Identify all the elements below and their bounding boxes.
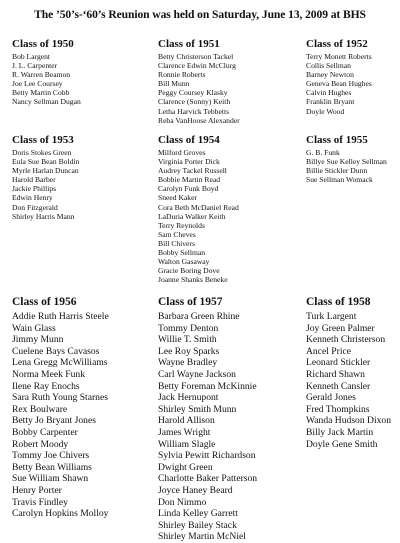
class-heading: Class of 1952 [306, 38, 368, 50]
class-heading: Class of 1956 [12, 296, 77, 308]
class-member-name: Rex Boulware [12, 403, 68, 415]
class-member-name: Walton Gasaway [158, 257, 210, 267]
class-member-name: Linda Kelley Garrett [158, 508, 238, 520]
class-member-name: Turk Largent [306, 311, 357, 322]
class-member-name: Travis Findley [12, 496, 68, 508]
class-member-name: Gracie Boring Dove [158, 266, 220, 276]
class-member-name: Wayne Bradley [158, 357, 218, 369]
class-member-name: Kenneth Christerson [306, 334, 386, 346]
class-member-name: Calvin Hughes [306, 88, 352, 98]
class-member-name: Lee Roy Sparks [158, 345, 220, 357]
class-member-name: Shirley Bailey Stack [158, 519, 237, 531]
name-list [306, 311, 391, 450]
class-1952 [306, 38, 372, 116]
name-list [306, 52, 372, 116]
class-member-name: Bob Largent [12, 52, 51, 61]
class-member-name: Wain Glass [12, 322, 56, 334]
class-member-name: Barbara Green Rhine [158, 311, 240, 322]
class-member-name: Geneva Bean Hughes [306, 79, 372, 89]
class-member-name: Doris Stokes Green [12, 148, 72, 157]
class-1953 [12, 134, 79, 221]
class-member-name: Billye Sue Kelley Sellman [306, 157, 387, 167]
class-member-name: Doyle Wood [306, 106, 345, 116]
class-member-name: Franklin Bryant [306, 97, 355, 107]
class-member-name: Harold Barber [12, 175, 56, 185]
class-member-name: Leonard Stickler [306, 357, 371, 369]
class-member-name: Carl Wayne Jackson [158, 368, 236, 380]
class-member-name: Virginia Porter Dick [158, 157, 220, 167]
class-heading: Class of 1957 [158, 296, 223, 308]
class-member-name: Tommy Denton [158, 322, 219, 334]
class-1954 [158, 134, 239, 284]
class-member-name: Sue Sellman Womack [306, 175, 373, 185]
class-member-name: Bobby Carpenter [12, 426, 78, 438]
class-member-name: Milford Groves [158, 148, 206, 157]
class-1956 [12, 296, 109, 520]
class-member-name: LaDuria Walker Keith [158, 211, 226, 221]
class-member-name: Dwight Green [158, 461, 213, 473]
class-member-name: Betty Christerson Tackel [158, 52, 234, 61]
class-member-name: Audrey Tackel Russell [158, 166, 227, 176]
class-member-name: Addie Ruth Harris Steele [12, 311, 109, 322]
class-member-name: Sara Ruth Young Starnes [12, 392, 108, 404]
class-member-name: Robert Moody [12, 438, 69, 450]
class-member-name: Harold Allison [158, 415, 215, 427]
class-member-name: Billie Stickler Dunn [306, 166, 368, 176]
class-member-name: Joyce Haney Beard [158, 484, 233, 496]
class-1957 [158, 296, 257, 543]
class-member-name: Ancel Price [306, 345, 352, 357]
class-member-name: Carolyn Funk Boyd [158, 184, 219, 194]
class-member-name: Betty Martin Cobb [12, 88, 70, 98]
class-member-name: Betty Foreman McKinnie [158, 380, 257, 392]
class-member-name: Cuelene Bays Cavasos [12, 345, 100, 357]
class-member-name: Lena Gregg McWilliams [12, 357, 108, 369]
class-member-name: Myrle Harlan Duncan [12, 166, 79, 176]
class-heading: Class of 1955 [306, 134, 368, 146]
class-member-name: Cora Beth McDaniel Read [158, 202, 239, 212]
class-member-name: Henry Porter [12, 484, 62, 496]
class-member-name: Bill Munn [158, 79, 190, 89]
name-list [158, 148, 239, 284]
class-member-name: Joe Lee Coursey [12, 79, 63, 89]
class-member-name: Betty Jo Bryant Jones [12, 415, 96, 427]
class-member-name: Carolyn Hopkins Molloy [12, 508, 109, 520]
class-member-name: Bobbie Martin Read [158, 175, 221, 185]
class-member-name: Jimmy Munn [12, 334, 64, 346]
class-member-name: Peggy Coursey Klasky [158, 88, 228, 98]
class-member-name: Jackie Phillips [12, 184, 57, 194]
class-1951 [158, 38, 240, 125]
class-member-name: Doyle Gene Smith [306, 438, 378, 450]
class-member-name: Sue William Shawn [12, 473, 89, 485]
class-member-name: Sneed Kaker [158, 193, 198, 203]
class-member-name: Collis Sellman [306, 61, 351, 71]
name-list [12, 148, 79, 221]
class-heading: Class of 1953 [12, 134, 74, 146]
class-member-name: Fred Thompkins [306, 403, 370, 415]
class-member-name: Terry Reynolds [158, 220, 205, 230]
name-list [12, 311, 109, 520]
class-member-name: Gerald Jones [306, 392, 356, 404]
class-member-name: Betty Bean Williams [12, 461, 92, 473]
class-member-name: Billy Jack Martin [306, 426, 374, 438]
class-member-name: R. Warren Beamon [12, 70, 71, 80]
class-member-name: J. L. Carpenter [12, 61, 58, 71]
class-member-name: G. B. Funk [306, 148, 340, 157]
class-member-name: Don Fitzgerald [12, 202, 58, 212]
class-member-name: Charlotte Baker Patterson [158, 473, 258, 485]
class-member-name: Edwin Henry [12, 193, 53, 203]
class-member-name: Clarence Edwin McClurg [158, 61, 236, 71]
class-heading: Class of 1950 [12, 38, 74, 50]
name-list [306, 148, 387, 184]
class-heading: Class of 1958 [306, 296, 371, 308]
class-member-name: James Wright [158, 426, 211, 438]
class-member-name: Kenneth Cansler [306, 380, 371, 392]
class-heading: Class of 1954 [158, 134, 220, 146]
class-member-name: Clarence (Sonny) Keith [158, 97, 231, 107]
class-member-name: Norma Meek Funk [12, 368, 86, 380]
class-heading: Class of 1951 [158, 38, 220, 50]
class-1950 [12, 38, 81, 107]
class-member-name: Nancy Sellman Dugan [12, 97, 81, 107]
class-member-name: Shirley Harris Mann [12, 211, 75, 221]
class-member-name: Bill Chivers [158, 238, 195, 248]
class-member-name: Don Nimmo [158, 496, 207, 508]
class-1955 [306, 134, 387, 184]
class-member-name: Barney Newton [306, 70, 354, 80]
class-member-name: Ilene Ray Enochs [12, 380, 80, 392]
class-member-name: Willie T. Smith [158, 334, 217, 346]
page-title: The ’50’s-‘60’s Reunion was held on Saturday, June 13, 2009 at BHS [34, 8, 366, 21]
class-member-name: Eula Sue Bean Boldin [12, 157, 80, 167]
class-member-name: Tommy Joe Chivers [12, 450, 90, 462]
class-member-name: Bobby Sellman [158, 248, 206, 258]
class-member-name: Letha Harvick Tebbetts [158, 106, 230, 116]
name-list [158, 311, 257, 543]
name-list [12, 52, 81, 107]
class-member-name: William Slagle [158, 438, 216, 450]
class-member-name: Terry Monett Roberts [306, 52, 372, 61]
class-1958 [306, 296, 391, 450]
class-member-name: Sam Cheves [158, 229, 196, 239]
name-list [158, 52, 240, 125]
class-member-name: Richard Shawn [306, 368, 365, 380]
class-member-name: Shirley Martin McNiel [158, 531, 246, 543]
class-member-name: Ronnie Roberts [158, 70, 206, 80]
class-member-name: Jack Hernupont [158, 392, 219, 404]
class-member-name: Wanda Hudson Dixon [306, 415, 392, 427]
class-member-name: Shirley Smith Munn [158, 403, 237, 415]
class-member-name: Sylvia Pewitt Richardson [158, 450, 256, 462]
class-member-name: Joanne Shanks Beneke [158, 275, 228, 285]
class-member-name: Joy Green Palmer [306, 322, 375, 334]
class-member-name: Reba VanHoose Alexander [158, 115, 240, 125]
